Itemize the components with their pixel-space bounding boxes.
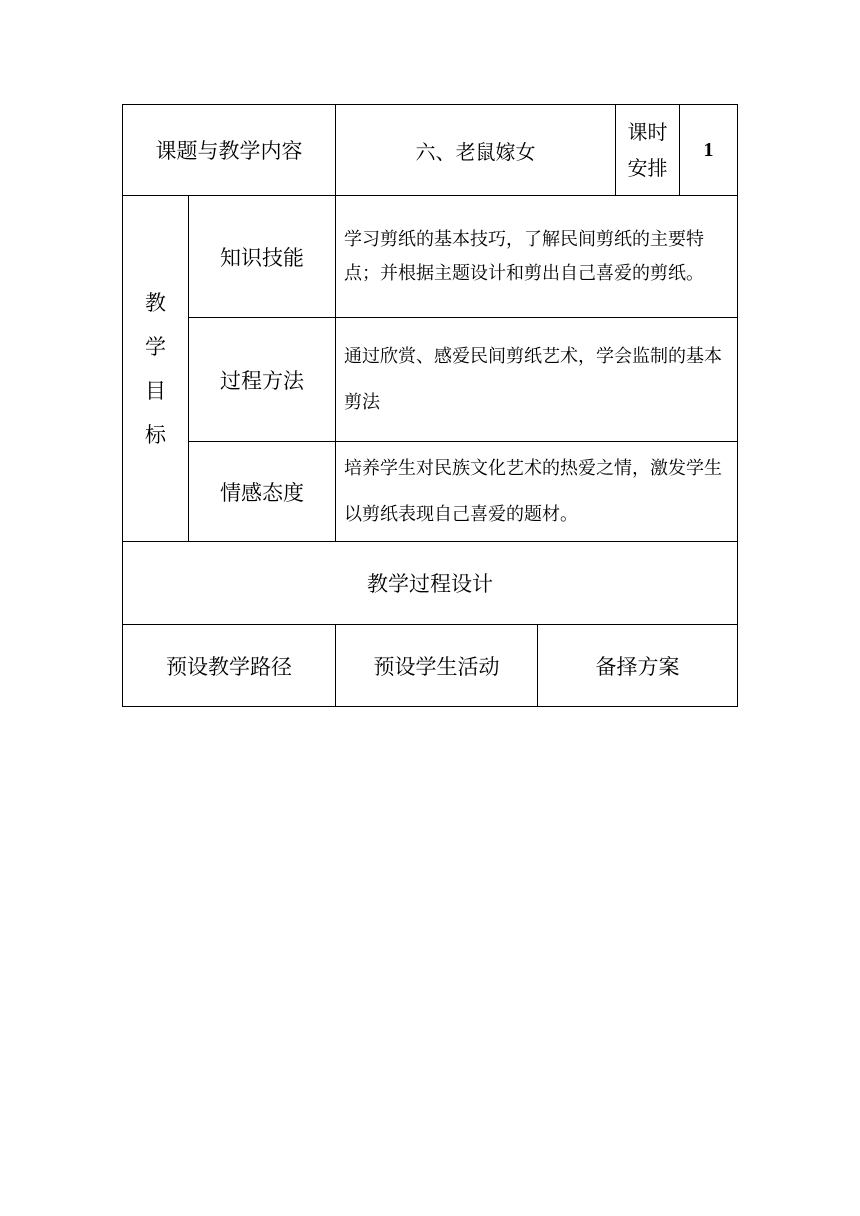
design-col-alternative: 备择方案: [595, 654, 680, 679]
hours-value: 1: [703, 138, 714, 161]
objectives-label-char: 目: [145, 378, 166, 403]
objectives-label-char: 标: [145, 422, 166, 447]
objective-content-process: 通过欣赏、感爱民间剪纸艺术，学会监制的基本剪法: [344, 345, 722, 413]
objective-label-attitude: 情感态度: [220, 480, 304, 505]
design-title: 教学过程设计: [367, 572, 493, 596]
objective-content-attitude: 培养学生对民族文化艺术的热爱之情，激发学生以剪纸表现自己喜爱的题材。: [344, 457, 722, 525]
hours-label-line2: 安排: [627, 156, 668, 180]
design-col-path: 预设教学路径: [166, 654, 292, 679]
topic-label: 课题与教学内容: [155, 139, 303, 163]
hours-label: [616, 105, 679, 195]
objective-content-knowledge: 学习剪纸的基本技巧，了解民间剪纸的主要特点；并根据主题设计和剪出自己喜爱的剪纸。: [344, 228, 704, 284]
design-col-activity: 预设学生活动: [373, 654, 500, 679]
objectives-label-char: 学: [145, 334, 166, 359]
objective-label-process: 过程方法: [220, 368, 304, 393]
objectives-label: [123, 196, 188, 541]
table-border-right: [737, 104, 738, 707]
objective-label-knowledge: 知识技能: [220, 245, 304, 270]
table-border-bottom: [122, 706, 738, 707]
hours-label-line1: 课时: [627, 120, 668, 144]
topic-value: 六、老鼠嫁女: [415, 139, 536, 164]
objectives-label-char: 教: [145, 290, 166, 315]
